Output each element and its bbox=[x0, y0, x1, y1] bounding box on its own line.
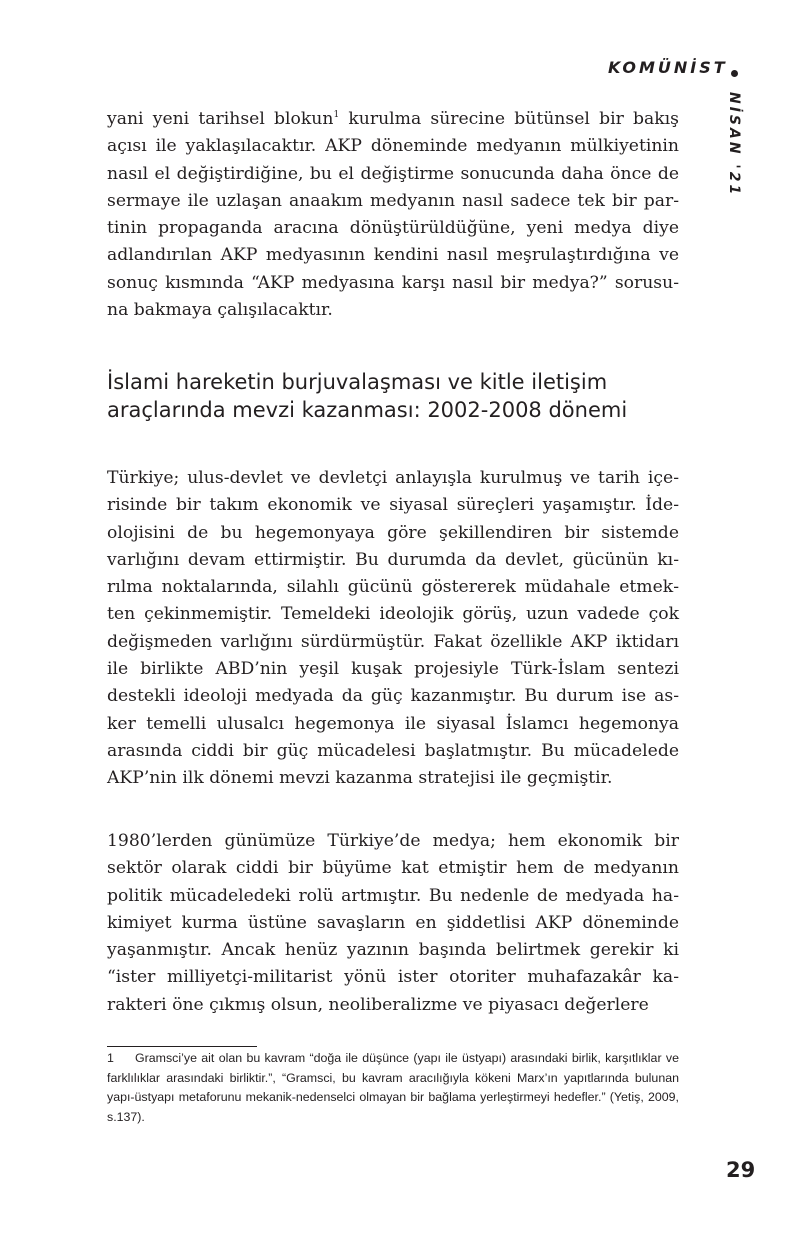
page-number: 29 bbox=[726, 1158, 756, 1182]
footnote-number: 1 bbox=[107, 1051, 114, 1065]
issue-date: NİSAN '21 bbox=[726, 92, 742, 198]
intro-text-before-note: yani yeni tarihsel blokun bbox=[107, 109, 334, 129]
body-paragraph: 1980’lerden günümüze Türkiye’de medya; hem ekonomik bir sektör olarak ciddi bir büyüme kat etmiştir hem de medyanın politik mücadeledeki rolü artmıştır. Bu nedenle de medyada hakimiyet kurma üstüne savaşların en şiddetlisi AKP döneminde yaşanmıştır. Ancak henüz yazının başında belirtmek gerekir ki “ister milliyetçi-militarist yönü ister otoriter muhafazakâr karakteri öne çıkmış olsun, neoliberalizme ve piyasacı değerlere bbox=[107, 831, 679, 1015]
footnote-reference: 1 bbox=[333, 110, 340, 120]
intro-paragraph bbox=[107, 106, 679, 324]
journal-title: KOMÜNİST bbox=[608, 58, 728, 77]
footnote bbox=[107, 1049, 679, 1127]
footnote-text: Gramsci’ye ait olan bu kavram “doğa ile düşünce (yapı ile üstyapı) arasındaki birlik, karşıtlıklar ve farklılıklar arasındaki birliktir.”, “Gramsci, bu kavram aracılığıyla kökeni Marx’ın yapıtlarında bulunan yapı-üstyapı metaforunu mekanik-nedenselci olmayan bir bağlama yerleştirmeyi hedefler.” (Yetiş, 2009, s.137). bbox=[107, 1051, 679, 1124]
body-paragraph: Türkiye; ulus-devlet ve devletçi anlayışla kurulmuş ve tarih içerisinde bir takım ekonomik ve siyasal süreçleri yaşamıştır. İdeolojisini de bu hegemonyaya göre şekillendiren bir sistemde varlığını devam ettirmiştir. Bu durumda da devlet, gücünün kırılma noktalarında, silahlı gücünü göstererek müdahale etmekten çekinmemiştir. Temeldeki ideolojik görüş, uzun vadede çok değişmeden varlığını sürdürmüştür. Fakat özellikle AKP iktidarı ile birlikte ABD’nin yeşil kuşak projesiyle Türk-İslam sentezi destekli ideoloji medyada da güç kazanmıştır. Bu durum ise asker temelli ulusalcı hegemonya ile siyasal İslamcı hegemonya arasında ciddi bir güç mücadelesi başlatmıştır. Bu mücadelede AKP’nin ilk dönemi mevzi kazanma stratejisi ile geçmiştir. bbox=[107, 468, 679, 789]
intro-text-after-note: kurulma sürecine bütünsel bir bakış açısı ile yaklaşılacaktır. AKP döneminde medyanın mülkiyetinin nasıl el değiştirdiğine, bu el değiştirme sonucunda daha önce de sermaye ile uzlaşan anaakım medyanın nasıl sadece tek bir partinin propaganda aracına dönüştürüldüğüne, yeni medya diye adlandırılan AKP medyasının kendini nasıl meşrulaştırdığına ve sonuç kısmında “AKP medyasına karşı nasıl bir medya?” sorusuna bakmaya çalışılacaktır. bbox=[107, 109, 679, 321]
bullet-dot-icon bbox=[731, 70, 738, 77]
section-heading: İslami hareketin burjuvalaşması ve kitle iletişim araçlarında mevzi kazanması: 2002-2008 dönemi bbox=[107, 370, 628, 422]
footnote-divider bbox=[107, 1046, 257, 1047]
